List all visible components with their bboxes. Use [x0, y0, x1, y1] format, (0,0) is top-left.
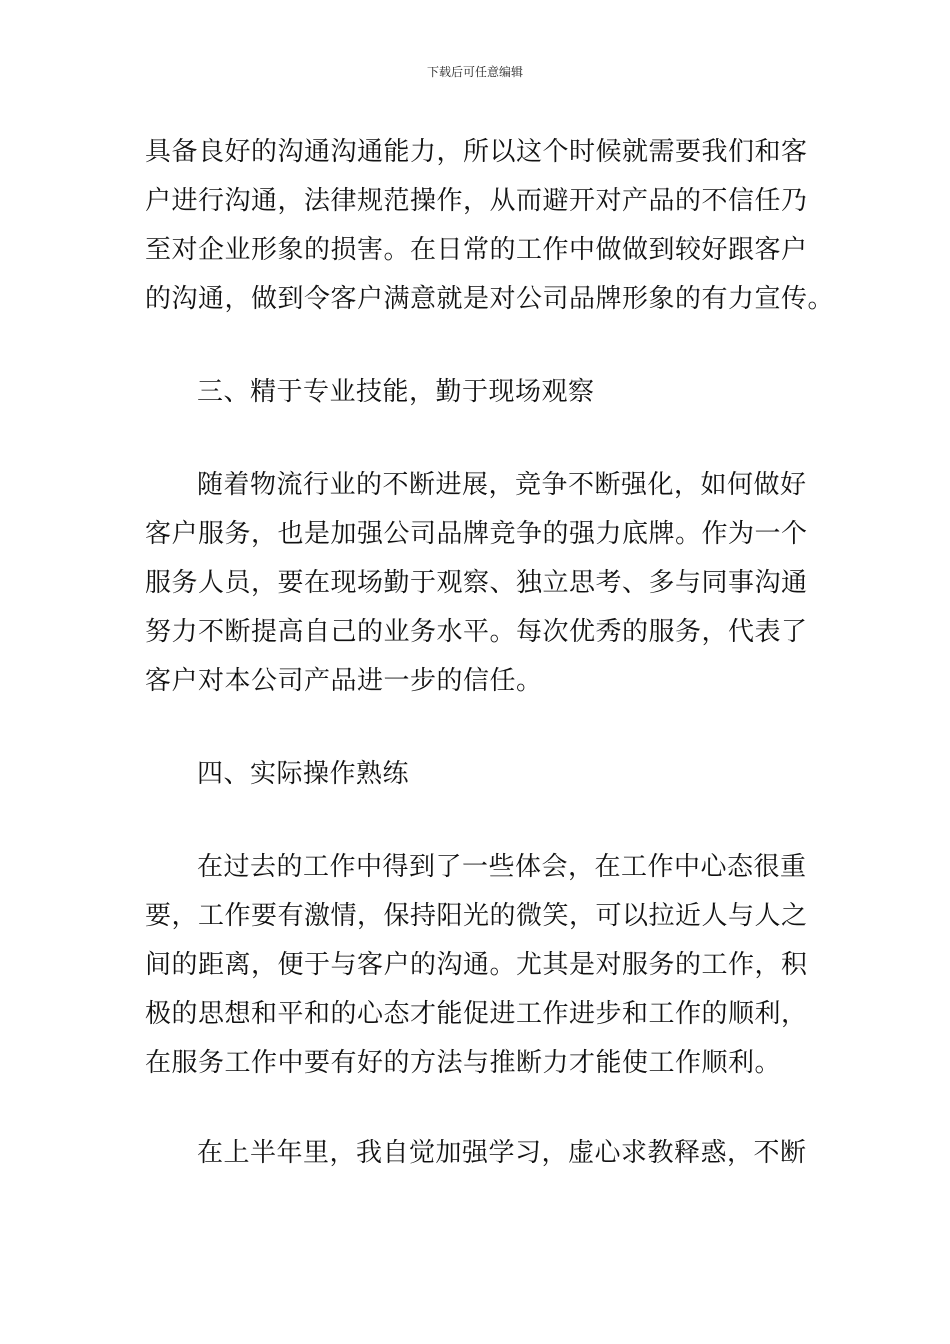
paragraph-line: 在过去的工作中得到了一些体会，在工作中心态很重 — [197, 852, 807, 882]
paragraph-line: 客户对本公司产品进一步的信任。 — [145, 666, 543, 696]
paragraph-line: 在上半年里，我自觉加强学习，虚心求教释惑，不断 — [197, 1138, 807, 1168]
paragraph-line: 努力不断提高自己的业务水平。每次优秀的服务，代表了 — [145, 617, 808, 647]
paragraph-line: 具备良好的沟通沟通能力，所以这个时候就需要我们和客 — [145, 137, 808, 167]
paragraph-line: 服务人员，要在现场勤于观察、独立思考、多与同事沟通 — [145, 568, 808, 598]
paragraph-line: 要，工作要有激情，保持阳光的微笑，可以拉近人与人之 — [145, 901, 808, 931]
page-header-note: 下载后可任意编辑 — [426, 65, 523, 79]
paragraph-line: 间的距离，便于与客户的沟通。尤其是对服务的工作，积 — [145, 950, 808, 980]
paragraph-line: 在服务工作中要有好的方法与推断力才能使工作顺利。 — [145, 1048, 782, 1078]
paragraph-line: 的沟通，做到令客户满意就是对公司品牌形象的有力宣传。 — [145, 284, 835, 314]
section-heading-4: 四、实际操作熟练 — [197, 759, 410, 789]
section-heading-3: 三、精于专业技能，勤于现场观察 — [197, 377, 595, 407]
paragraph-line: 客户服务，也是加强公司品牌竞争的强力底牌。作为一个 — [145, 519, 808, 549]
paragraph-line: 至对企业形象的损害。在日常的工作中做做到较好跟客户 — [145, 235, 808, 265]
paragraph-line: 户进行沟通，法律规范操作，从而避开对产品的不信任乃 — [145, 186, 808, 216]
paragraph-line: 随着物流行业的不断进展，竞争不断强化，如何做好 — [197, 470, 807, 500]
document-body — [145, 128, 835, 1178]
paragraph-line: 极的思想和平和的心态才能促进工作进步和工作的顺利， — [145, 999, 808, 1029]
